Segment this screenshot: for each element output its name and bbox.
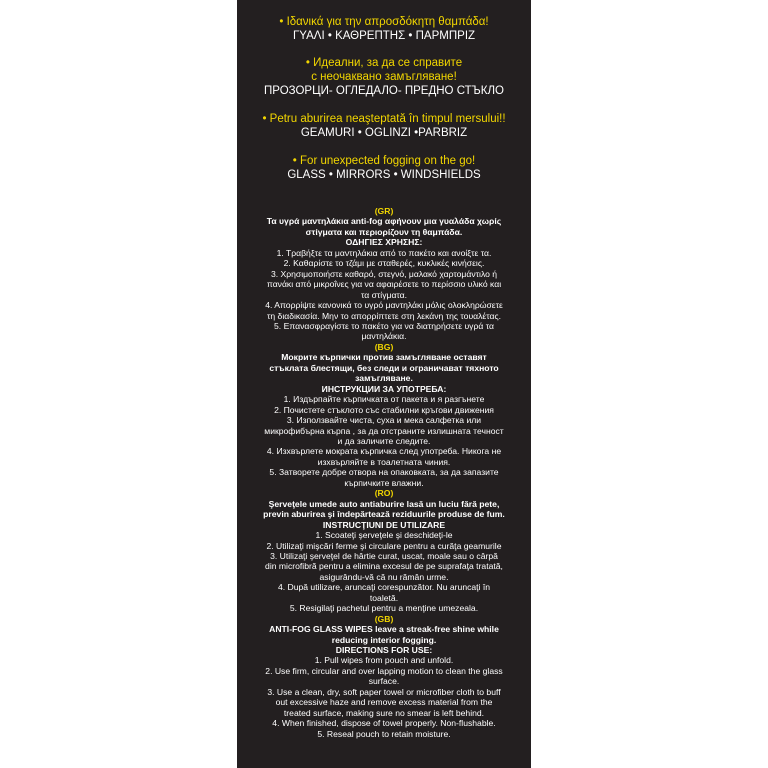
section-gb-line: 3. Use a clean, dry, soft paper towel or microfiber cloth to buff xyxy=(267,686,501,697)
section-ro-line: 5. Resigilaţi pachetul pentru a menţine umezeala. xyxy=(289,603,479,614)
section-gb-label: (GB) xyxy=(374,613,394,624)
section-gr-line: 1. Τραβήξτε τα μαντηλάκια από το πακέτο και ανοίξτε τα. xyxy=(276,247,492,258)
section-gb xyxy=(245,614,523,739)
section-ro-line: asigurându-vă că nu rămân urme. xyxy=(319,571,449,582)
section-ro-label: (RO) xyxy=(374,488,394,499)
headline-ro-tagline: • Petru aburirea neaşteptată în timpul mersului!! xyxy=(262,113,506,125)
section-bg-intro-1: Мокрите кърпички против замъгляване оставят xyxy=(281,352,487,363)
section-bg-label: (BG) xyxy=(374,341,394,352)
section-gb-line: 1. Pull wipes from pouch and unfold. xyxy=(314,655,454,666)
headline-bg xyxy=(237,56,531,98)
section-bg-line: 4. Изхвърлете мократа кърпичка след употреба. Никога не xyxy=(266,446,502,457)
section-gb-line: 4. When finished, dispose of towel properly. Non-flushable. xyxy=(272,718,496,729)
section-ro-heading: INSTRUCŢIUNI DE UTILIZARE xyxy=(322,519,446,530)
section-gr-heading: ΟΔΗΓΙΕΣ ΧΡΗΣΗΣ: xyxy=(345,237,423,248)
section-gr xyxy=(245,206,523,342)
section-bg-line: кърпичките влажни. xyxy=(344,477,424,488)
section-gr-line: 3. Χρησιμοποιήστε καθαρό, στεγνό, μαλακό χαρτομάντιλο ή xyxy=(270,268,498,279)
section-gr-line: 4. Απορρίψτε κανονικά το υγρό μαντηλάκι μόλις ολοκληρώσετε xyxy=(265,300,503,311)
section-ro-line: 3. Utilizaţi şerveţel de hârtie curat, uscat, moale sau o cârpă xyxy=(270,550,498,561)
section-gb-line: treated surface, making sure no smear is left behind. xyxy=(283,707,485,718)
section-bg-line: 5. Затворете добре отвора на опаковката, за да запазите xyxy=(269,467,499,478)
section-ro-line: toaletă. xyxy=(369,592,399,603)
section-ro-line: 1. Scoateţi şerveţele şi deschideţi-le xyxy=(315,530,453,541)
section-gb-line: surface. xyxy=(368,676,400,687)
headline-gb-tagline: • For unexpected fogging on the go! xyxy=(292,155,476,167)
section-gb-heading: DIRECTIONS FOR USE: xyxy=(335,645,433,656)
section-gr-line: 5. Επανασφραγίστε το πακέτο για να διατηρήσετε υγρά τα xyxy=(274,320,494,331)
section-bg-line: 1. Издърпайте кърпичката от пакета и я разгънете xyxy=(283,394,485,405)
section-gb-line: 5. Reseal pouch to retain moisture. xyxy=(317,728,451,739)
section-gr-label: (GR) xyxy=(374,206,394,216)
section-gr-line: τη διαδικασία. Μην το απορρίπτετε στη λεκάνη της τουαλέτας. xyxy=(266,310,502,321)
section-gr-line: τα στίγματα. xyxy=(360,289,408,300)
section-gr-line: πανάκι από μικροΐνες για να αφαιρέσετε το περίσσιο υλικό και xyxy=(266,279,502,290)
section-ro-intro-1: Şerveţele umede auto antiaburire lasă un luciu fără pete, xyxy=(268,498,500,509)
section-gr-line: μαντηλάκια. xyxy=(361,331,407,342)
section-bg-heading: ИНСТРУКЦИИ ЗА УПОТРЕБА: xyxy=(321,383,447,394)
product-label-panel xyxy=(237,0,531,768)
section-bg-line: 2. Почистете стъклото със стабилни кръгови движения xyxy=(274,404,494,415)
section-gb-line: 2. Use firm, circular and over lapping motion to clean the glass xyxy=(265,665,503,676)
headline-ro xyxy=(237,112,531,140)
section-bg-intro-2: стъклата блестящи, без следи и ограничават тяхното xyxy=(269,362,499,373)
section-ro xyxy=(245,488,523,613)
section-bg-line: и да заличите следите. xyxy=(337,435,431,446)
headline-bg-tagline-2: с неочаквано замъгляване! xyxy=(311,71,457,83)
section-bg-intro-3: замъгляване. xyxy=(355,373,413,384)
headline-gr-uses: ΓΥΑΛΙ • ΚΑΘΡΕΠΤΗΣ • ΠΑΡΜΠΡΙΖ xyxy=(292,30,476,42)
section-gb-intro-1: ANTI-FOG GLASS WIPES leave a streak-free shine while xyxy=(269,624,499,635)
section-ro-intro-2: previn aburirea şi îndepărtează reziduurile produse de fum. xyxy=(263,509,505,520)
headline-gr-tagline: • Ιδανικά για την απροσδόκητη θαμπάδα! xyxy=(279,16,489,28)
headline-gr xyxy=(237,15,531,43)
section-bg-line: 3. Използвайте чиста, суха и мека салфетка или xyxy=(286,415,482,426)
headline-ro-uses: GEAMURI • OGLINZI •PARBRIZ xyxy=(300,127,468,139)
headline-bg-uses: ПРОЗОРЦИ- ОГЛЕДАЛО- ПРЕДНО СТЪКЛО xyxy=(264,85,504,97)
section-gr-intro-2: στίγματα και περιορίζουν τη θαμπάδα. xyxy=(305,226,463,237)
section-bg-line: микрофибърна кърпа , за да отстраните излишната течност xyxy=(264,425,504,436)
section-ro-line: 2. Utilizaţi mişcări ferme şi circulare pentru a curăţa geamurile xyxy=(266,540,502,551)
section-gb-line: out excessive haze and remove excess material from the xyxy=(275,697,493,708)
instructions-block xyxy=(245,206,523,739)
section-ro-line: 4. După utilizare, aruncaţi corespunzător. Nu aruncaţi în xyxy=(277,582,491,593)
section-ro-line: din microfibră pentru a elimina excesul de pe suprafaţa tratată, xyxy=(265,561,503,572)
headline-gb xyxy=(237,154,531,182)
section-bg xyxy=(245,342,523,488)
headline-bg-tagline-1: • Идеални, за да се справите xyxy=(305,57,463,69)
section-gr-intro-1: Τα υγρά μαντηλάκια anti-fog αφήνουν μια γυαλάδα χωρίς xyxy=(266,216,502,227)
headline-gb-uses: GLASS • MIRRORS • WINDSHIELDS xyxy=(287,169,481,181)
section-bg-line: изхвърляйте в тоалетната чиния. xyxy=(317,456,451,467)
section-gr-line: 2. Καθαρίστε το τζάμι με σταθερές, κυκλικές κινήσεις. xyxy=(283,258,485,269)
section-gb-intro-2: reducing interior fogging. xyxy=(331,634,437,645)
